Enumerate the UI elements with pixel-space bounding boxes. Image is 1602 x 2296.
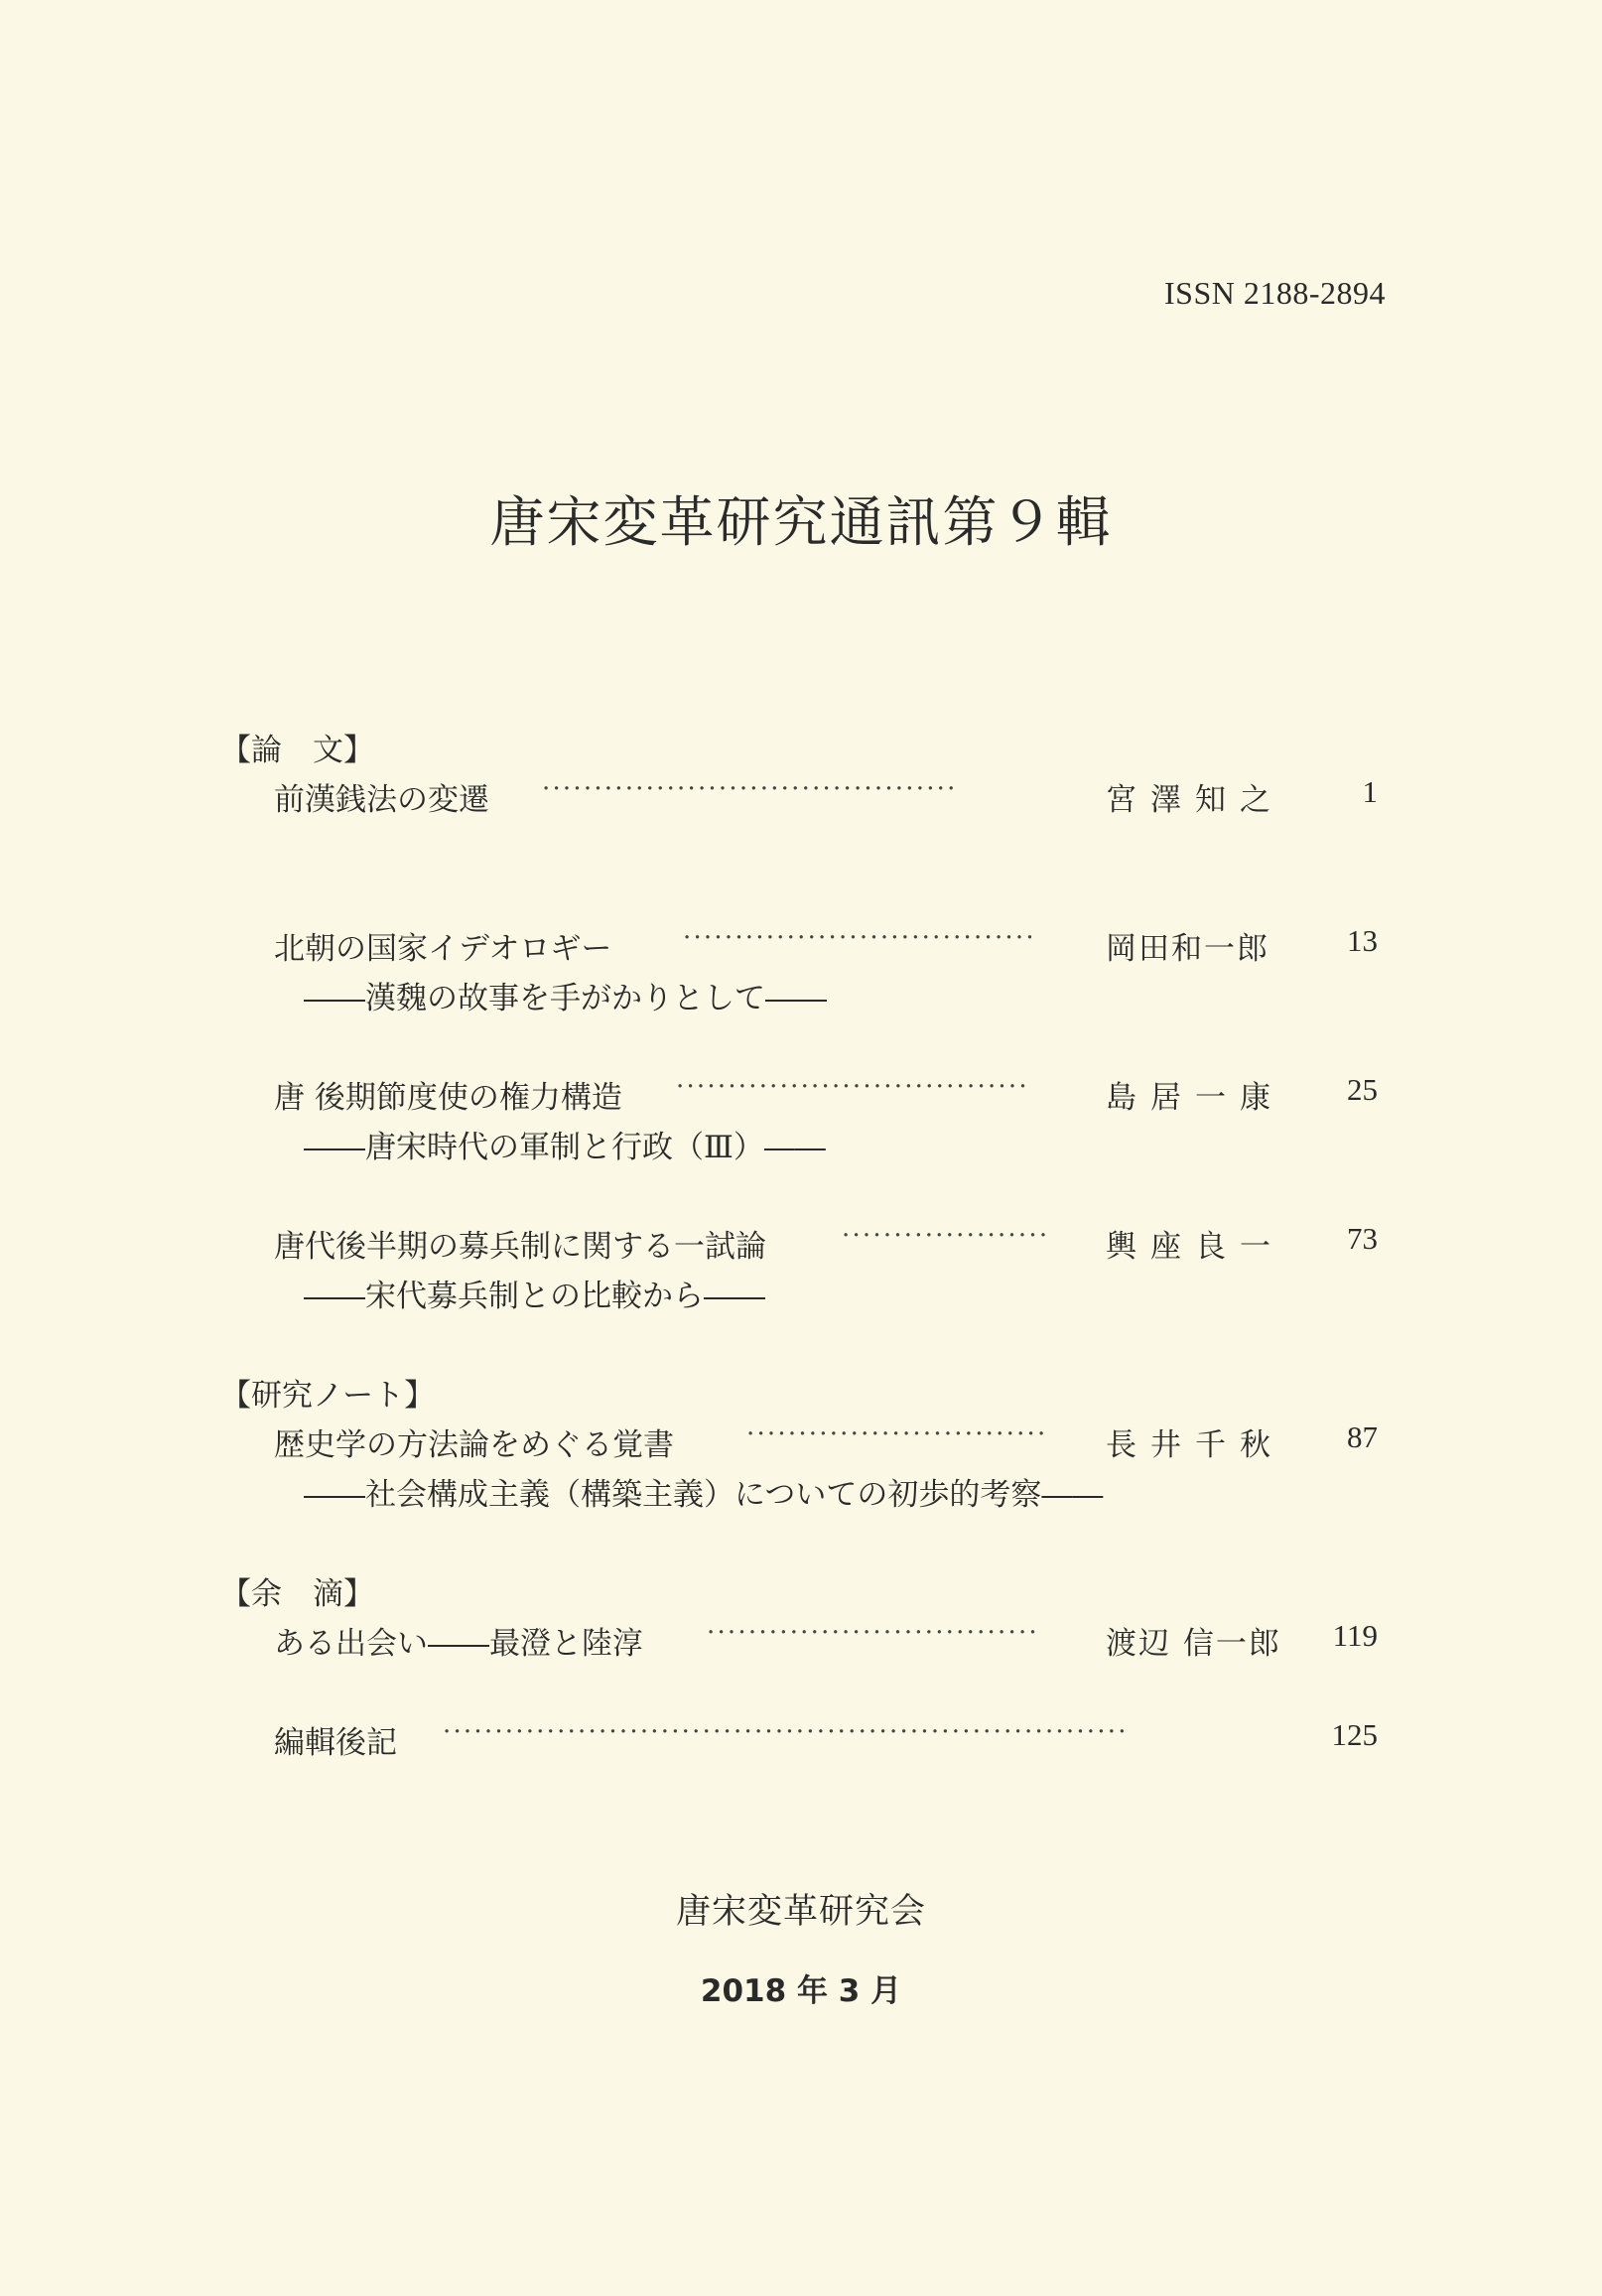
- entry-page: 13: [1347, 923, 1378, 958]
- issn-number: ISSN 2188-2894: [1163, 275, 1386, 311]
- entry-title: 歴史学の方法論をめぐる覚書: [274, 1427, 674, 1463]
- leader-dots: ································: [707, 1618, 1039, 1648]
- leader-dots: ····················: [842, 1221, 1050, 1251]
- entry-author: 島居一康: [1106, 1080, 1284, 1116]
- entry-title: 北朝の国家イデオロギー: [274, 931, 612, 967]
- entry-title: ある出会い――最澄と陸淳: [274, 1626, 643, 1662]
- toc-entry[interactable]: [274, 1419, 1378, 1463]
- leader-dots: ··································: [676, 1072, 1029, 1102]
- entry-page: 1: [1362, 774, 1378, 809]
- leader-dots: ·····························: [746, 1419, 1048, 1449]
- toc-entry[interactable]: [274, 1618, 1378, 1662]
- entry-title: 編輯後記: [274, 1725, 397, 1761]
- entry-title: 唐 後期節度使の権力構造: [274, 1080, 622, 1116]
- leader-dots: ········································: [542, 774, 958, 804]
- entry-author: 宮澤知之: [1106, 782, 1284, 818]
- publication-date: 2018 年 3 月: [700, 1973, 902, 2009]
- publisher-name: 唐宋変革研究会: [675, 1892, 926, 1932]
- section-heading-essays: 【余 滴】: [220, 1576, 374, 1612]
- entry-title: 前漢銭法の変遷: [274, 782, 489, 818]
- entry-author: 渡辺 信一郎: [1106, 1626, 1281, 1662]
- entry-subtitle: ――社会構成主義（構築主義）についての初歩的考察――: [304, 1477, 1104, 1513]
- entry-page: 87: [1347, 1419, 1378, 1454]
- section-heading-papers: 【論 文】: [220, 733, 374, 768]
- toc-entry[interactable]: [274, 923, 1378, 967]
- leader-dots: ··································: [683, 923, 1036, 953]
- journal-title: 唐宋変革研究通訊第９輯: [489, 490, 1113, 554]
- entry-subtitle: ――唐宋時代の軍制と行政（Ⅲ）――: [304, 1130, 826, 1165]
- entry-page: 119: [1332, 1618, 1378, 1653]
- toc-entry[interactable]: [274, 1221, 1378, 1265]
- toc-entry[interactable]: [274, 1072, 1378, 1116]
- entry-page: 25: [1347, 1072, 1378, 1107]
- toc-entry[interactable]: [274, 1717, 1378, 1761]
- toc-entry[interactable]: [274, 774, 1378, 818]
- entry-subtitle: ――宋代募兵制との比較から――: [304, 1279, 765, 1314]
- section-heading-research-notes: 【研究ノート】: [220, 1378, 436, 1414]
- entry-author: 岡田和一郎: [1106, 931, 1269, 967]
- entry-author: 長井千秋: [1106, 1427, 1284, 1463]
- entry-page: 73: [1347, 1221, 1378, 1256]
- entry-page: 125: [1331, 1717, 1378, 1752]
- leader-dots: ··································································: [443, 1717, 1129, 1747]
- entry-author: 輿座良一: [1106, 1229, 1284, 1265]
- entry-title: 唐代後半期の募兵制に関する一試論: [274, 1229, 766, 1265]
- entry-subtitle: ――漢魏の故事を手がかりとして――: [304, 981, 827, 1016]
